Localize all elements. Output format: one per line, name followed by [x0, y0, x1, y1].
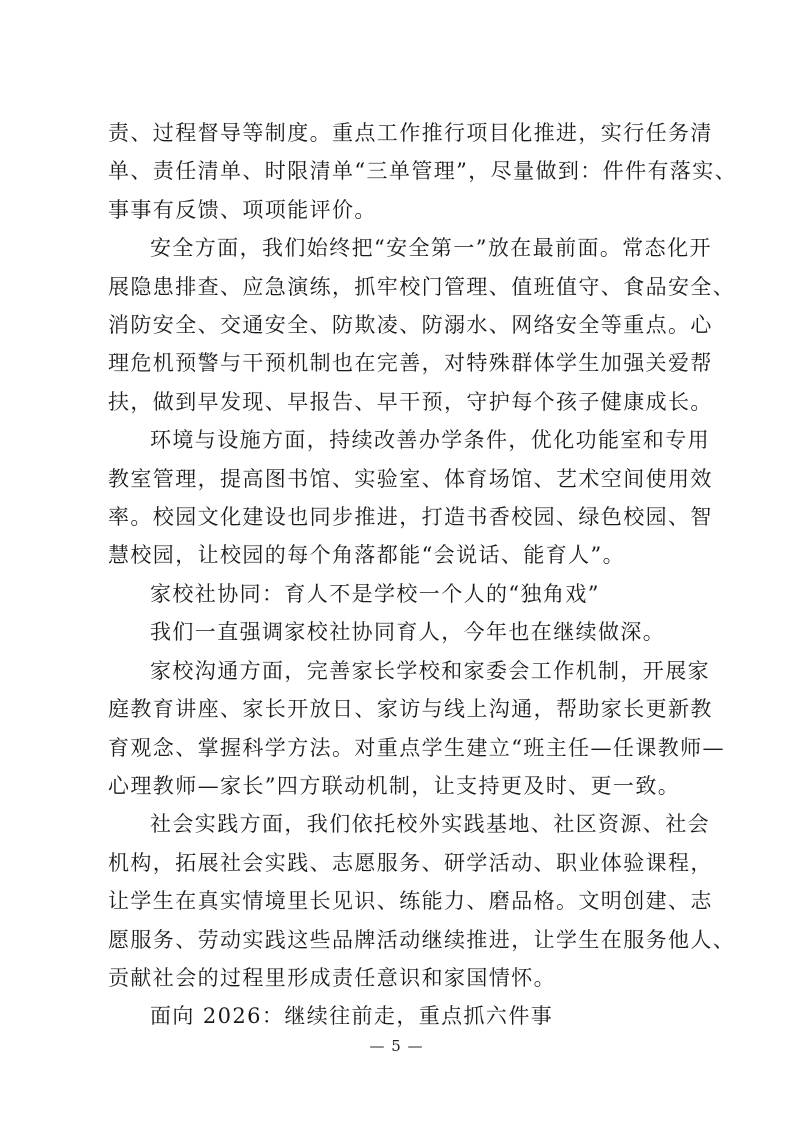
paragraph-3 [108, 421, 713, 575]
text-line: 机构，拓展社会实践、志愿服务、研学活动、职业体验课程， [108, 850, 713, 875]
text-line: 教室管理，提高图书馆、实验室、体育场馆、艺术空间使用效 [108, 466, 713, 491]
paragraph-5 [108, 613, 688, 651]
text-line: 家校沟通方面，完善家长学校和家委会工作机制，开展家 [150, 658, 710, 683]
text-line: 安全方面，我们始终把“安全第一”放在最前面。常态化开 [150, 236, 712, 261]
text-line: 社会实践方面，我们依托校外实践基地、社区资源、社会 [150, 812, 710, 837]
text-line: 庭教育讲座、家长开放日、家访与线上沟通，帮助家长更新教 [108, 697, 713, 722]
text-line: 展隐患排查、应急演练，抓牢校门管理、值班值守、食品安全、 [108, 274, 736, 299]
body-text [108, 114, 738, 1036]
page-number: — 5 — [369, 1037, 424, 1055]
text-line: 面向 2026：继续往前走，重点抓六件事 [150, 1004, 554, 1029]
text-line: 慧校园，让校园的每个角落都能“会说话、能育人”。 [108, 543, 626, 568]
text-line: 心理教师—家长”四方联动机制，让支持更及时、更一致。 [108, 773, 681, 798]
paragraph-6 [108, 652, 725, 806]
text-line: 我们一直强调家校社协同育人，今年也在继续做深。 [150, 620, 666, 645]
paragraph-1 [108, 114, 738, 229]
text-line: 贡献社会的过程里形成责任意识和家国情怀。 [108, 965, 556, 990]
section-heading [108, 575, 688, 613]
section-heading [108, 997, 688, 1035]
text-line: 环境与设施方面，持续改善办学条件，优化功能室和专用 [150, 428, 710, 453]
text-line: 育观念、掌握科学方法。对重点学生建立“班主任—任课教师— [108, 735, 725, 760]
text-line: 家校社协同：育人不是学校一个人的“独角戏” [150, 581, 600, 606]
text-line: 让学生在真实情境里长见识、练能力、磨品格。文明创建、志 [108, 889, 713, 914]
text-line: 愿服务、劳动实践这些品牌活动继续推进，让学生在服务他人、 [108, 927, 736, 952]
paragraph-7 [108, 805, 736, 997]
text-line: 单、责任清单、时限清单“三单管理”，尽量做到：件件有落实、 [108, 159, 738, 184]
text-line: 扶，做到早发现、早报告、早干预，守护每个孩子健康成长。 [108, 389, 713, 414]
text-line: 事事有反馈、项项能评价。 [108, 197, 377, 222]
text-line: 消防安全、交通安全、防欺凌、防溺水、网络安全等重点。心 [108, 313, 713, 338]
text-line: 率。校园文化建设也同步推进，打造书香校园、绿色校园、智 [108, 505, 713, 530]
text-line: 理危机预警与干预机制也在完善，对特殊群体学生加强关爱帮 [108, 351, 713, 376]
paragraph-2 [108, 229, 736, 421]
text-line: 责、过程督导等制度。重点工作推行项目化推进，实行任务清 [108, 121, 713, 145]
